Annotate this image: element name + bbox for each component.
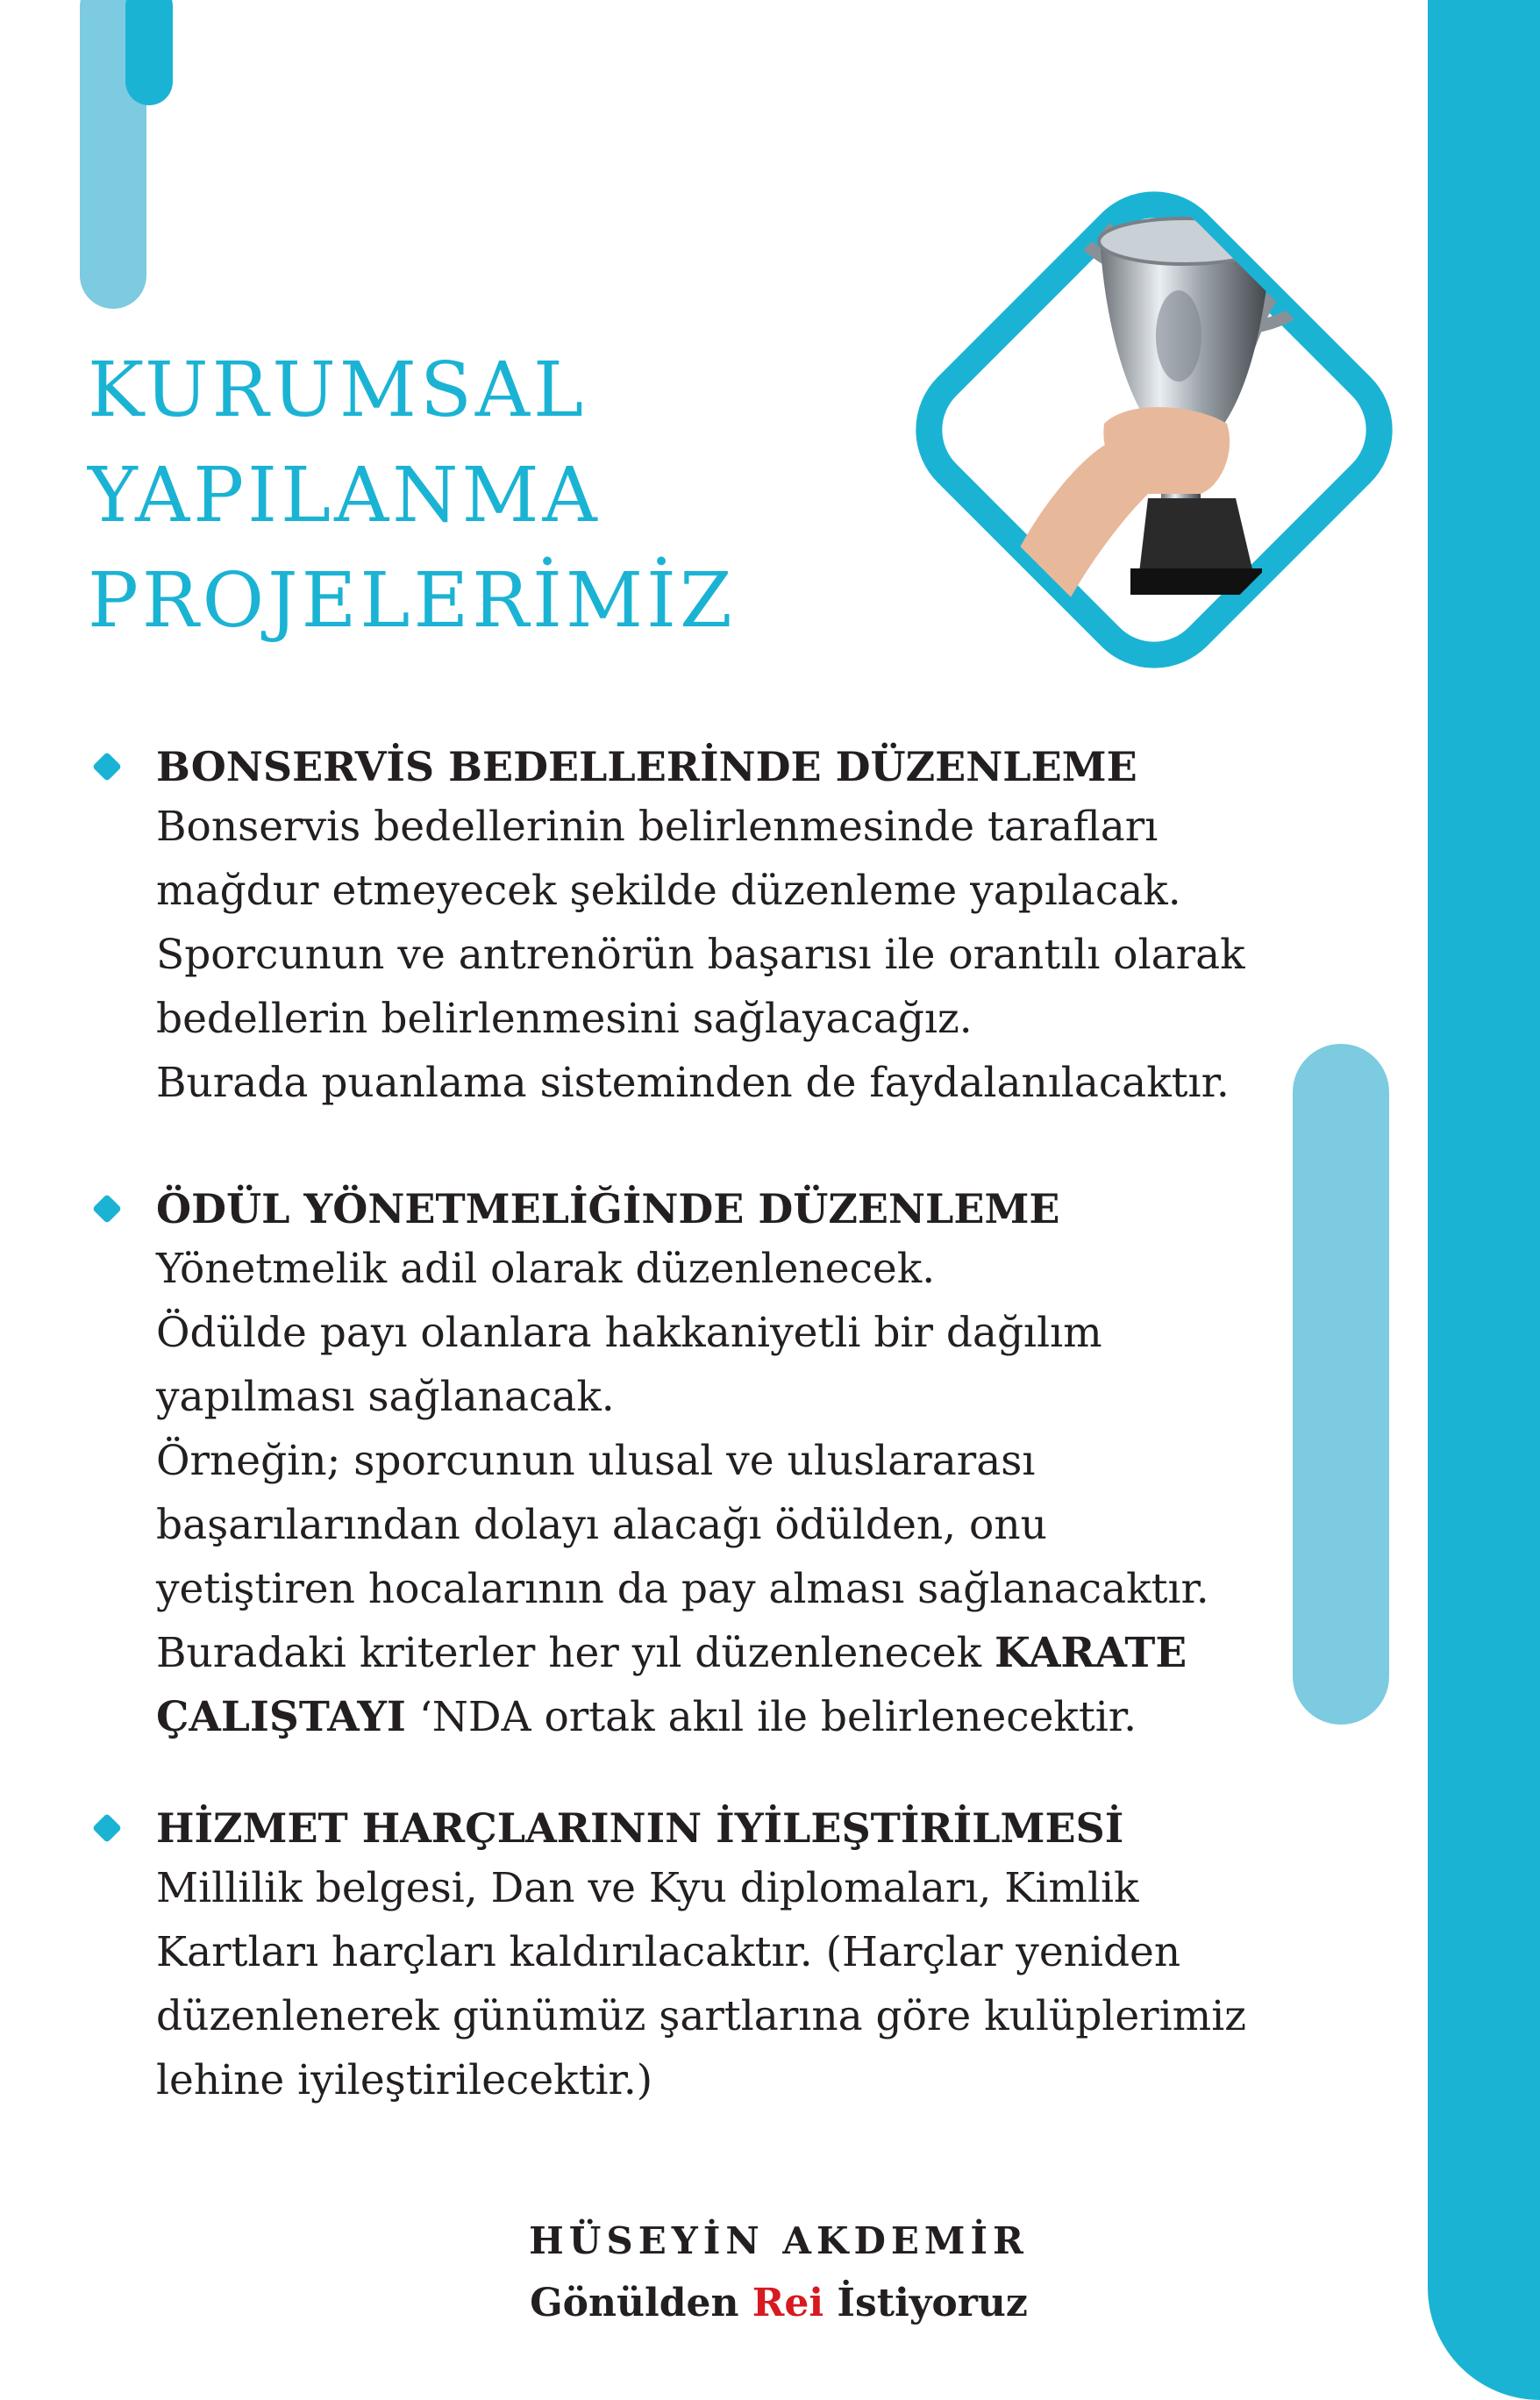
- section-heading: [96, 1184, 1324, 1233]
- diamond-bullet-icon: [92, 1194, 122, 1224]
- section-body: [96, 795, 1324, 1115]
- trophy-icon: [885, 161, 1423, 699]
- page-title: [88, 338, 736, 654]
- section-line: Örneğin; sporcunun ulusal ve uluslararası: [156, 1437, 1036, 1485]
- section-heading: [96, 1804, 1324, 1853]
- section-body: [96, 1856, 1324, 2112]
- section-line: [156, 1621, 1324, 1685]
- bold-text-karate: KARATE: [995, 1629, 1187, 1677]
- decorative-right-strip: [1428, 0, 1540, 2400]
- section-line: bedellerin belirlenmesini sağlayacağız.: [156, 995, 973, 1043]
- section-line: Yönetmelik adil olarak düzenlenecek.: [156, 1245, 936, 1293]
- section-line: Kartları harçları kaldırılacaktır. (Harçlar yeniden: [156, 1928, 1181, 1976]
- section-transfer-fees: [96, 742, 1324, 1115]
- title-line-1: KURUMSAL: [88, 346, 588, 434]
- trophy-image-frame: [885, 161, 1423, 699]
- section-body: [96, 1237, 1324, 1749]
- slogan-part: İstiyoruz: [823, 2281, 1028, 2325]
- section-heading-text: ÖDÜL YÖNETMELİĞİNDE DÜZENLEME: [156, 1185, 1060, 1232]
- section-line: Sporcunun ve antrenörün başarısı ile orantılı olarak: [156, 931, 1245, 979]
- section-line-text: ‘NDA ortak akıl ile belirlenecektir.: [405, 1693, 1137, 1741]
- diamond-bullet-icon: [92, 752, 122, 782]
- title-line-3: PROJELERİMİZ: [88, 557, 736, 645]
- footer-slogan: [0, 2281, 1540, 2325]
- section-line: [156, 1685, 1324, 1749]
- section-line: düzenlenerek günümüz şartlarına göre kulüplerimiz: [156, 1992, 1246, 2040]
- slogan-part: Gönülden: [530, 2281, 752, 2325]
- section-line: başarılarından dolayı alacağı ödülden, onu: [156, 1501, 1047, 1549]
- decorative-bar-top-accent: [125, 0, 173, 105]
- bold-text-calistay: ÇALIŞTAYI: [156, 1693, 406, 1741]
- section-heading-text: BONSERVİS BEDELLERİNDE DÜZENLEME: [156, 743, 1137, 790]
- section-line: yapılması sağlanacak.: [156, 1373, 615, 1421]
- section-line: mağdur etmeyecek şekilde düzenleme yapılacak.: [156, 867, 1181, 915]
- footer-author-name: HÜSEYİN AKDEMİR: [529, 2219, 1029, 2262]
- section-line: lehine iyileştirilecektir.): [156, 2056, 653, 2104]
- section-line: yetiştiren hocalarının da pay alması sağlanacaktır.: [156, 1565, 1209, 1613]
- section-award-regulation: [96, 1184, 1324, 1749]
- section-line: Bonservis bedellerinin belirlenmesinde tarafları: [156, 803, 1159, 851]
- section-line: Ödülde payı olanlara hakkaniyetli bir dağılım: [156, 1309, 1102, 1357]
- title-line-2: YAPILANMA: [88, 452, 601, 539]
- slogan-highlight: Rei: [752, 2281, 824, 2325]
- section-line: Millilik belgesi, Dan ve Kyu diplomaları, Kimlik: [156, 1864, 1139, 1912]
- section-line: Burada puanlama sisteminden de faydalanılacaktır.: [156, 1059, 1230, 1107]
- diamond-bullet-icon: [92, 1813, 122, 1843]
- section-heading: [96, 742, 1324, 791]
- section-service-fees: [96, 1804, 1324, 2112]
- section-heading-text: HİZMET HARÇLARININ İYİLEŞTİRİLMESİ: [156, 1804, 1124, 1852]
- section-line-text: Buradaki kriterler her yıl düzenlenecek: [156, 1629, 995, 1677]
